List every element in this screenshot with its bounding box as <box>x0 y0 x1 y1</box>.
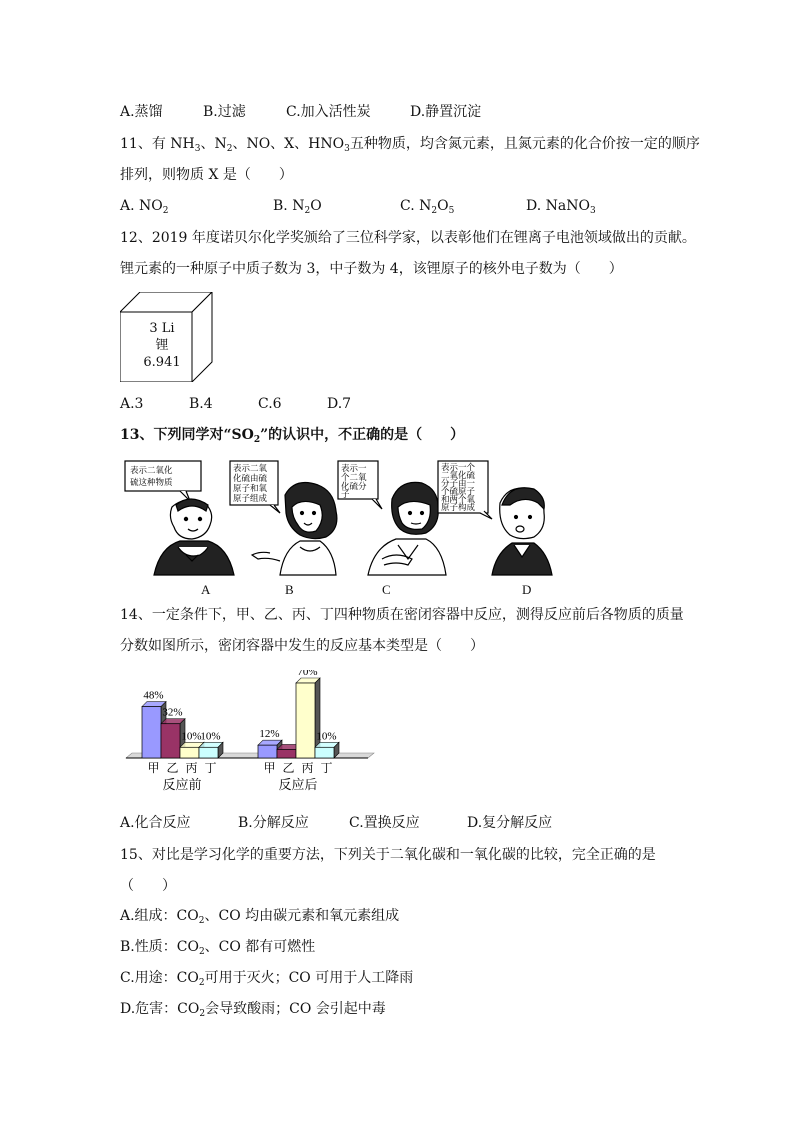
q10-option-d: D.静置沉淀 <box>410 104 482 120</box>
category-label-1-0: 甲 <box>263 761 276 775</box>
category-label-1-3: 丁 <box>320 761 333 775</box>
bar-0-0 <box>142 707 161 758</box>
element-name: 锂 <box>155 338 169 353</box>
bar-1-2 <box>296 683 315 758</box>
bubble-b-line4: 原子组成 <box>233 494 268 504</box>
bar-1-0 <box>258 745 277 758</box>
bubble-d-line6: 原子构成 <box>441 503 476 513</box>
q10-option-b: B.过滤 <box>203 104 246 120</box>
q11-option-c: C. $N_2O_5$ <box>400 198 455 216</box>
q15-option-c: C.用途：$CO_2$可用于灭火；CO 可用于人工降雨 <box>120 970 414 988</box>
q14-option-d: D.复分解反应 <box>467 815 553 831</box>
label-b: B <box>285 582 294 597</box>
bubble-c-line4: 子 <box>341 490 350 500</box>
q10-option-c: C.加入活性炭 <box>286 104 371 120</box>
lithium-element-card <box>120 292 220 382</box>
bar-1-1 <box>277 749 296 758</box>
bar-label-1-2: 70% <box>297 670 318 678</box>
bar-label-0-0: 48% <box>143 689 164 702</box>
category-label-0-0: 甲 <box>147 761 160 775</box>
bar-label-1-3: 10% <box>316 730 337 743</box>
bubble-a-line2: 硫这种物质 <box>130 478 173 488</box>
label-c: C <box>382 582 391 597</box>
bubble-d-line1: 表示一个 <box>441 463 476 473</box>
bubble-a-line1: 表示二氧化 <box>130 466 173 476</box>
q15-option-b: B.性质：$CO_2$、CO 都有可燃性 <box>120 939 316 957</box>
bar-label-0-3: 10% <box>200 730 221 743</box>
bar-0-1 <box>161 724 180 758</box>
q11-option-b: B. $N_2O$ <box>273 198 322 216</box>
bubble-b-line3: 原子和氧 <box>233 484 268 494</box>
bubble-c-line2: 个二氧 <box>341 473 367 483</box>
q14-stem-line2: 分数如图所示，密闭容器中发生的反应基本类型是（ ） <box>120 638 484 654</box>
q14-option-a: A.化合反应 <box>120 815 191 831</box>
label-a: A <box>201 582 211 597</box>
q12-option-c: C.6 <box>258 396 282 412</box>
q15-stem-line1: 15、对比是学习化学的重要方法，下列关于二氧化碳和一氧化碳的比较，完全正确的是 <box>120 847 656 863</box>
mass-fraction-chart <box>118 670 378 795</box>
category-label-0-3: 丁 <box>204 761 217 775</box>
bar-1-3 <box>315 747 334 758</box>
bubble-b-line1: 表示二氧 <box>233 464 268 474</box>
bubble-b-line2: 化硫由硫 <box>233 474 268 484</box>
bubble-d-line3: 分子由一 <box>441 479 476 489</box>
category-label-1-1: 乙 <box>282 761 295 775</box>
q15-option-d: D.危害：$CO_2$会导致酸雨；CO 会引起中毒 <box>120 1001 386 1019</box>
q14-option-c: C.置换反应 <box>349 815 420 831</box>
q11-stem-line1: 11、有 $NH_3$、$N_2$、NO、X、$HNO_3$五种物质，均含氮元素，且氮元素的化合价按一定的顺序 <box>120 136 700 154</box>
element-mass: 6.941 <box>143 355 181 370</box>
bubble-d-line2: 二氧化硫 <box>441 471 476 481</box>
bubble-d-line4: 个硫原子 <box>441 487 476 497</box>
bubble-c-line1: 表示一 <box>341 464 367 474</box>
bar-0-3 <box>199 747 218 758</box>
bubble-d-line5: 和两个氧 <box>441 495 476 505</box>
category-label-0-1: 乙 <box>166 761 179 775</box>
q12-stem-line2: 锂元素的一种原子中质子数为 3，中子数为 4，该锂原子的核外电子数为（ ） <box>120 261 623 277</box>
q11-stem-line2: 排列，则物质 X 是（ ） <box>120 167 293 183</box>
bar-label-1-0: 12% <box>259 728 280 741</box>
q12-option-d: D.7 <box>327 396 352 412</box>
q12-option-b: B.4 <box>189 396 213 412</box>
q14-stem-line1: 14、一定条件下，甲、乙、丙、丁四种物质在密闭容器中反应，测得反应前后各物质的质量 <box>120 607 684 623</box>
category-label-0-2: 丙 <box>185 761 198 775</box>
q12-option-a: A.3 <box>120 396 144 412</box>
q12-stem-line1: 12、2019 年度诺贝尔化学奖颁给了三位科学家，以表彰他们在锂离子电池领域做出的贡献。 <box>120 230 696 246</box>
q15-stem-line2: （ ） <box>120 878 176 894</box>
bar-label-0-1: 32% <box>162 706 183 719</box>
q13-stem: 13、下列同学对“$SO_2$”的认识中，不正确的是（ ） <box>120 427 465 445</box>
q15-option-a: A.组成：$CO_2$、CO 均由碳元素和氧元素组成 <box>120 908 400 926</box>
category-label-1-2: 丙 <box>301 761 314 775</box>
chart-svg <box>118 670 378 795</box>
q10-option-a: A.蒸馏 <box>120 104 163 120</box>
q11-option-a: A. $NO_2$ <box>120 198 169 216</box>
group-label-1: 反应后 <box>278 778 318 793</box>
q14-option-b: B.分解反应 <box>238 815 309 831</box>
element-number-symbol: 3 Li <box>149 321 175 336</box>
bar-label-0-2: 10% <box>181 730 202 743</box>
q11-option-d: D. NaNO$_3$ <box>526 198 596 216</box>
label-d: D <box>522 582 532 597</box>
bar-0-2 <box>180 747 199 758</box>
students-cartoon <box>120 455 565 600</box>
bubble-c-line3: 化硫分 <box>341 482 367 492</box>
group-label-0: 反应前 <box>162 778 202 793</box>
